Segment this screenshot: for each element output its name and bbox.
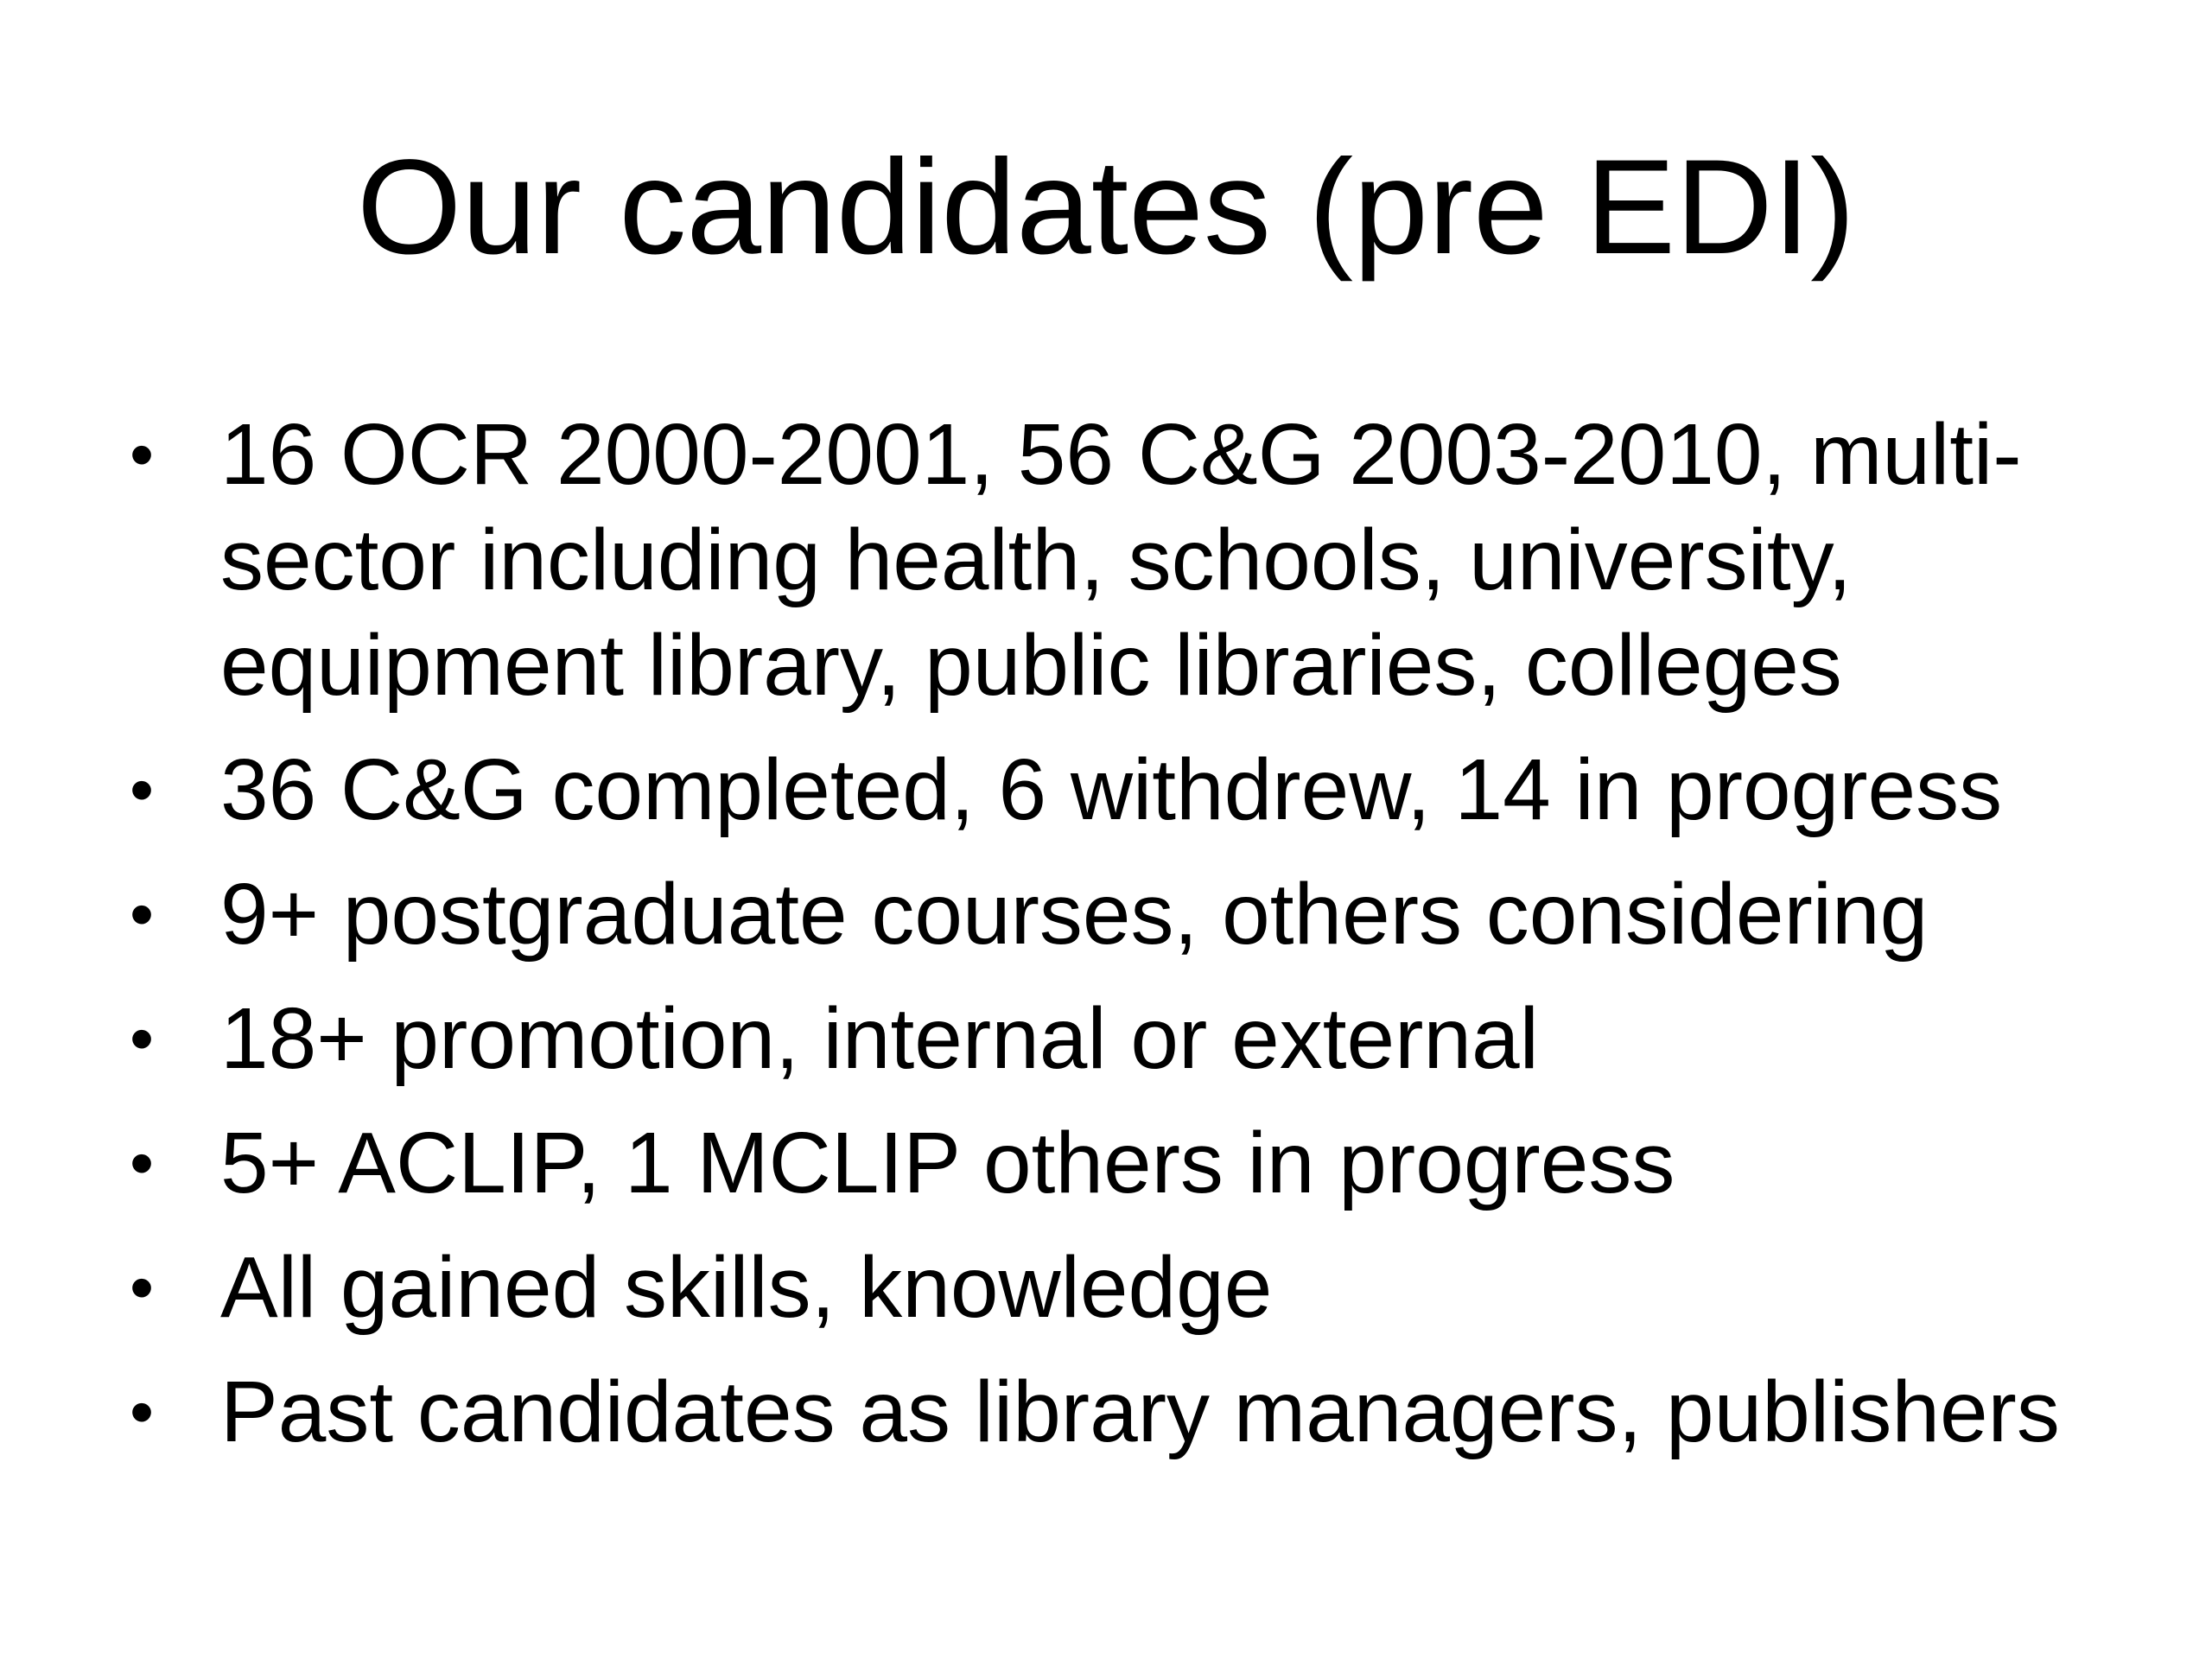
list-item — [130, 861, 2117, 967]
list-item — [130, 402, 2117, 718]
bullet-icon: • — [130, 1373, 155, 1450]
bullet-icon: • — [130, 1249, 155, 1325]
slide-title: Our candidates (pre EDI) — [356, 132, 1856, 283]
list-item — [130, 737, 2117, 842]
list-item — [130, 1359, 2117, 1465]
bullet-text: 9+ postgraduate courses, others considering — [220, 866, 1929, 963]
bullet-text: 18+ promotion, internal or external — [220, 990, 1539, 1087]
bullet-icon: • — [130, 416, 155, 493]
bullet-text: Past candidates as library managers, publishers — [220, 1363, 2060, 1460]
list-item — [130, 1110, 2117, 1216]
bullet-icon: • — [130, 751, 155, 828]
bullet-text: All gained skills, knowledge — [220, 1239, 1273, 1336]
bullet-icon: • — [130, 1000, 155, 1077]
list-item — [130, 986, 2117, 1091]
bullet-icon: • — [130, 875, 155, 952]
list-item — [130, 1235, 2117, 1340]
bullet-icon: • — [130, 1124, 155, 1201]
bullet-list — [130, 402, 2117, 1484]
bullet-text: 36 C&G completed, 6 withdrew, 14 in progress — [220, 741, 2003, 838]
bullet-text: 16 OCR 2000-2001, 56 C&G 2003-2010, multi-sector including health, schools, university, equipment library, public libraries, colleges — [220, 406, 2022, 714]
bullet-text: 5+ ACLIP, 1 MCLIP others in progress — [220, 1115, 1675, 1211]
